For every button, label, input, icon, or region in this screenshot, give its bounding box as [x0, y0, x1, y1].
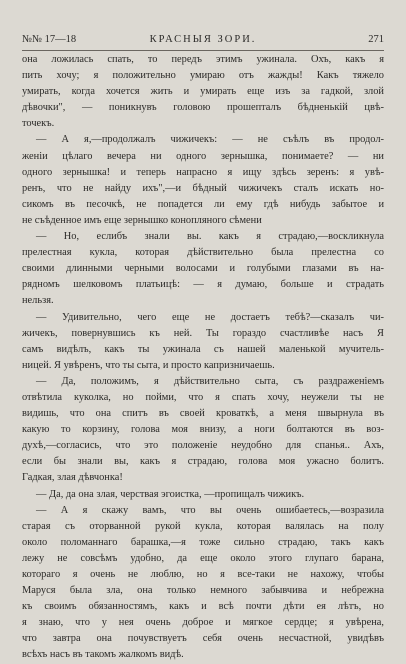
text-line: — Да, да она злая, черствая эгоистка, —пропищалъ чижикъ. [36, 488, 305, 500]
page-number: 271 [368, 34, 384, 45]
text-line: — А я скажу вамъ, что вы очень ошибаетесь,—возразила [36, 504, 384, 516]
text-line: точекъ. [22, 118, 55, 130]
text-line: старая съ оторванной рукой кукла, которая валялась на полу [22, 520, 384, 532]
header-rule [22, 50, 384, 51]
text-line: если бы знали вы, какъ я страдаю, голова моя ужасно болитъ. [22, 456, 384, 468]
text-line: женіи цѣлаго вечера ни одного зернышка, понимаете? — ни [22, 150, 384, 162]
text-line: Маруся была зла, она только немного забывчива и небрежна [22, 585, 384, 597]
text-line: умирать, когда хочется жить и умирать еще изъ за гадкой, злой [22, 86, 384, 98]
text-line: не съѣденное имъ еще зернышко конопляного сѣмени [22, 214, 262, 226]
text-line: своими длинными черными волосами и голубыми глазами въ на- [22, 263, 384, 275]
text-line: лежу не совсѣмъ удобно, да еще около этого глупаго барана, [22, 552, 384, 564]
text-line: что завтра она почувствуетъ себя очень несчастной, увидѣвъ [22, 633, 384, 645]
body-text [22, 52, 384, 664]
journal-title: КРАСНЫЯ ЗОРИ. [149, 34, 257, 45]
issue-number: №№ 17—18 [22, 34, 77, 45]
text-line: духѣ,—согласись, что это положеніе неудобно для спанья.. Ахъ, [22, 440, 384, 452]
text-line: — Да, положимъ, я дѣйствительно сыта, съ раздраженіемъ [36, 375, 384, 387]
text-line: всѣхъ насъ въ такомъ жалкомъ видѣ. [22, 649, 184, 661]
text-line: одного зернышка! и теперь напрасно я ищу здѣсь зеренъ: я увѣ- [22, 166, 384, 178]
text-line: дѣвочки", — поникнувъ головою прошепталъ бѣдненькій цвѣ- [22, 102, 384, 114]
text-line: прелестная кукла, которая дѣйствительно была прелестна со [22, 247, 384, 259]
text-line: — А я,—продолжалъ чижичекъ: — не съѣлъ въ продол- [36, 134, 384, 146]
text-line: ницей. Я увѣренъ, что ты сыта, и просто капризничаешь. [22, 359, 275, 371]
text-line: самъ видѣлъ, какъ ты ужинала съ нашей маленькой мучитель- [22, 343, 384, 355]
text-line: она ложилась спать, то передъ этимъ ужинала. Охъ, какъ я [22, 54, 384, 65]
text-line: какую то корзину, голова моя внизу, а ноги болтаются въ воз- [22, 424, 384, 436]
text-line: видишь, что она спитъ въ своей кроваткѣ, а меня швырнула въ [22, 408, 384, 420]
text-line: отвѣтила куколка, но пойми, что я спать хочу, неужели ты не [22, 391, 384, 403]
text-line: жичекъ, повернувшись къ ней. Ты гораздо счастливѣе насъ Я [22, 327, 384, 339]
text-line: рядномъ шелковомъ платьицѣ: — я думаю, больше и страдать [22, 279, 384, 291]
text-line: — Но, еслибъ знали вы. какъ я страдаю,—воскликнула [36, 231, 384, 243]
text-line: пить хочу; я положительно умираю отъ жажды! Какъ тяжело [22, 70, 384, 82]
text-line: — Удивительно, чего еще не достаетъ тебѣ?—сказалъ чи- [36, 311, 384, 323]
text-line: сикомъ въ песочкѣ, не попадется ли ему гдѣ нибудь забытое и [22, 198, 384, 210]
text-line: къ своимъ обязанностямъ, какъ и всѣ почти дѣти ея лѣтъ, но [22, 601, 384, 613]
text-line: нельзя. [22, 295, 54, 307]
running-header [22, 33, 384, 47]
text-line: около поломаннаго барашка,—я тоже сильно страдаю, такъ какъ [22, 536, 384, 548]
text-line: Гадкая, злая дѣвчонка! [22, 472, 123, 484]
text-line: я знаю, что у нея очень доброе и мягкое сердце; я увѣрена, [22, 617, 384, 629]
text-line: котораго я очень не люблю, но я все-таки не нахожу, чтобы [22, 569, 384, 580]
text-line: ренъ, что не найду ихъ",—и бѣдный чижичекъ сталъ искать но- [22, 182, 384, 194]
